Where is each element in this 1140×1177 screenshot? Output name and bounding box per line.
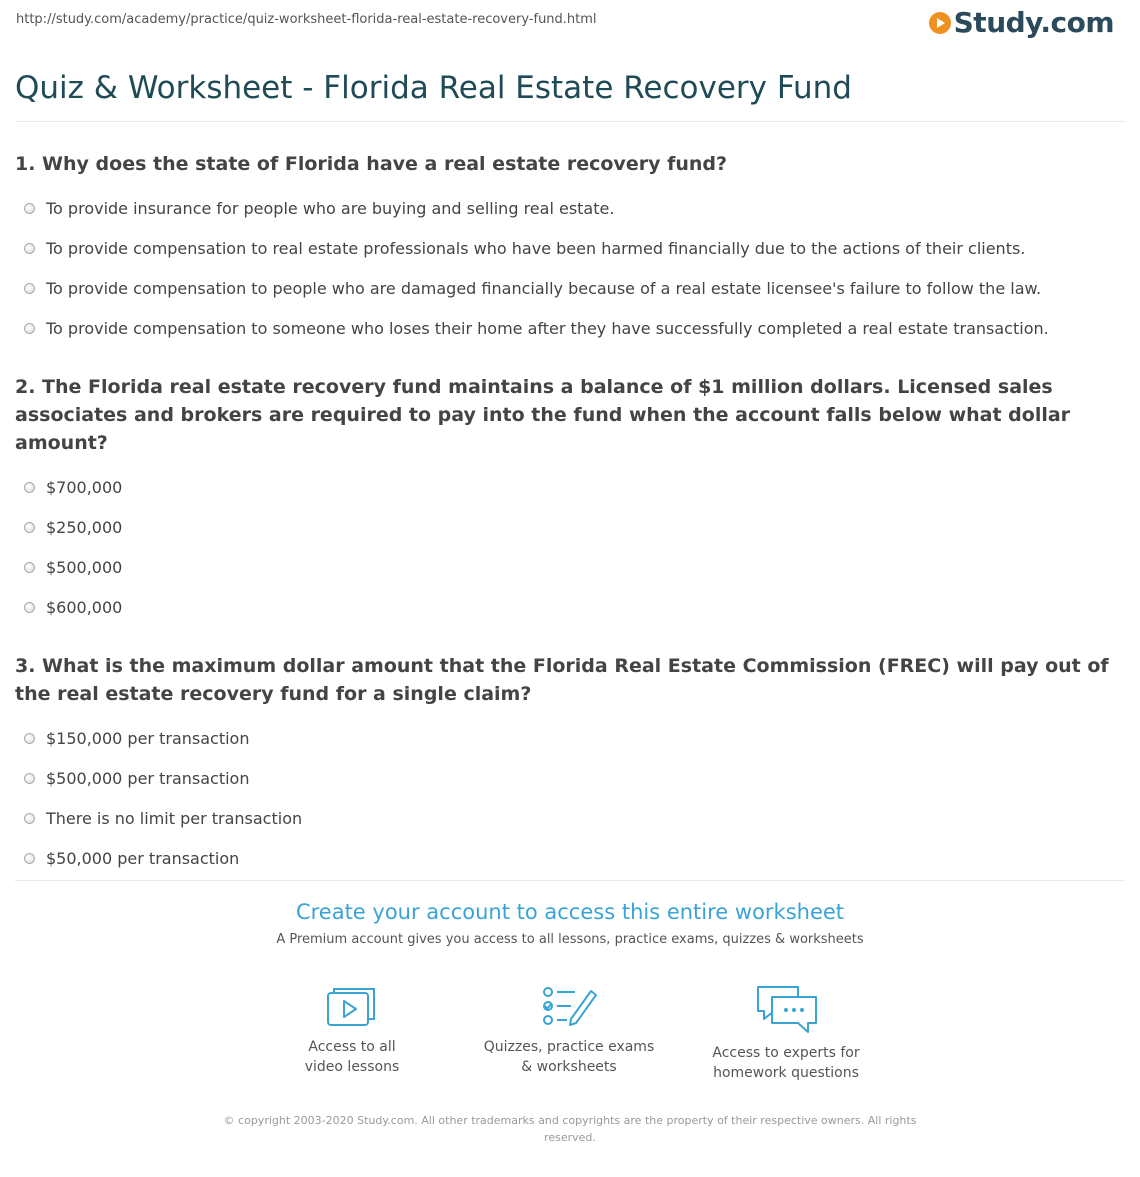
answer-option[interactable] [15, 228, 1120, 268]
radio-button[interactable] [24, 243, 35, 254]
option-label: $150,000 per transaction [46, 728, 250, 748]
option-label: $600,000 [46, 597, 123, 617]
feature-label: Quizzes, practice exams & worksheets [483, 1039, 655, 1075]
option-label: To provide compensation to someone who loses their home after they have successfully completed a real estate transaction. [46, 318, 1049, 338]
feature-experts [686, 985, 886, 1083]
chat-bubbles-icon [754, 985, 818, 1035]
cta-subtitle: A Premium account gives you access to all lessons, practice exams, quizzes & worksheets [276, 932, 864, 947]
feature-quizzes [469, 985, 669, 1077]
option-label: To provide compensation to people who are damaged financially because of a real estate licensee's failure to follow the law. [46, 278, 1042, 298]
option-label: $500,000 [46, 557, 123, 577]
feature-label: Access to all video lessons [304, 1039, 400, 1075]
option-label: $700,000 [46, 477, 123, 497]
logo-text: Study.com [953, 6, 1114, 39]
answer-option[interactable] [15, 308, 1120, 348]
question-1 [15, 150, 1120, 348]
answer-option[interactable] [15, 467, 1120, 507]
radio-button[interactable] [24, 522, 35, 533]
radio-button[interactable] [24, 562, 35, 573]
option-label: There is no limit per transaction [46, 808, 303, 828]
question-list [15, 150, 1120, 903]
answer-option[interactable] [15, 838, 1120, 878]
question-text: 1. Why does the state of Florida have a real estate recovery fund? [15, 153, 728, 175]
answer-option[interactable] [15, 587, 1120, 627]
video-lessons-icon [326, 985, 378, 1029]
answer-option[interactable] [15, 798, 1120, 838]
quiz-checklist-icon [541, 985, 597, 1029]
radio-button[interactable] [24, 203, 35, 214]
radio-button[interactable] [24, 323, 35, 334]
title-divider [15, 121, 1125, 122]
page-url: http://study.com/academy/practice/quiz-worksheet-florida-real-estate-recovery-fund.html [16, 12, 597, 27]
radio-button[interactable] [24, 773, 35, 784]
answer-option[interactable] [15, 718, 1120, 758]
page-title: Quiz & Worksheet - Florida Real Estate Recovery Fund [15, 70, 852, 106]
option-label: To provide compensation to real estate professionals who have been harmed financially due to the actions of their clients. [46, 238, 1026, 258]
question-text: 3. What is the maximum dollar amount that the Florida Real Estate Commission (FREC) will pay out of the real estate recovery fund for a single claim? [15, 655, 1109, 705]
option-label: To provide insurance for people who are buying and selling real estate. [46, 198, 615, 218]
feature-video-lessons [252, 985, 452, 1077]
answer-option[interactable] [15, 507, 1120, 547]
option-label: $500,000 per transaction [46, 768, 250, 788]
radio-button[interactable] [24, 283, 35, 294]
cta-divider [15, 880, 1125, 881]
signup-cta [0, 900, 1140, 947]
question-text: 2. The Florida real estate recovery fund maintains a balance of $1 million dollars. Licensed sales associates and brokers are required to pay into the fund when the account falls below what dollar amount? [15, 376, 1071, 454]
radio-button[interactable] [24, 813, 35, 824]
answer-option[interactable] [15, 188, 1120, 228]
feature-label: Access to experts for homework questions [712, 1045, 860, 1081]
radio-button[interactable] [24, 733, 35, 744]
copyright-footer: © copyright 2003-2020 Study.com. All other trademarks and copyrights are the property of their respective owners. All rights reserved. [223, 1114, 917, 1144]
play-logo-icon [929, 12, 951, 34]
top-bar [0, 0, 1140, 52]
radio-button[interactable] [24, 482, 35, 493]
radio-button[interactable] [24, 853, 35, 864]
answer-option[interactable] [15, 268, 1120, 308]
question-3 [15, 652, 1120, 878]
answer-option[interactable] [15, 547, 1120, 587]
cta-title-link[interactable]: Create your account to access this entire worksheet [295, 900, 845, 924]
radio-button[interactable] [24, 602, 35, 613]
question-2 [15, 373, 1120, 627]
option-label: $50,000 per transaction [46, 848, 240, 868]
option-label: $250,000 [46, 517, 123, 537]
study-logo[interactable] [929, 6, 1114, 39]
answer-option[interactable] [15, 758, 1120, 798]
